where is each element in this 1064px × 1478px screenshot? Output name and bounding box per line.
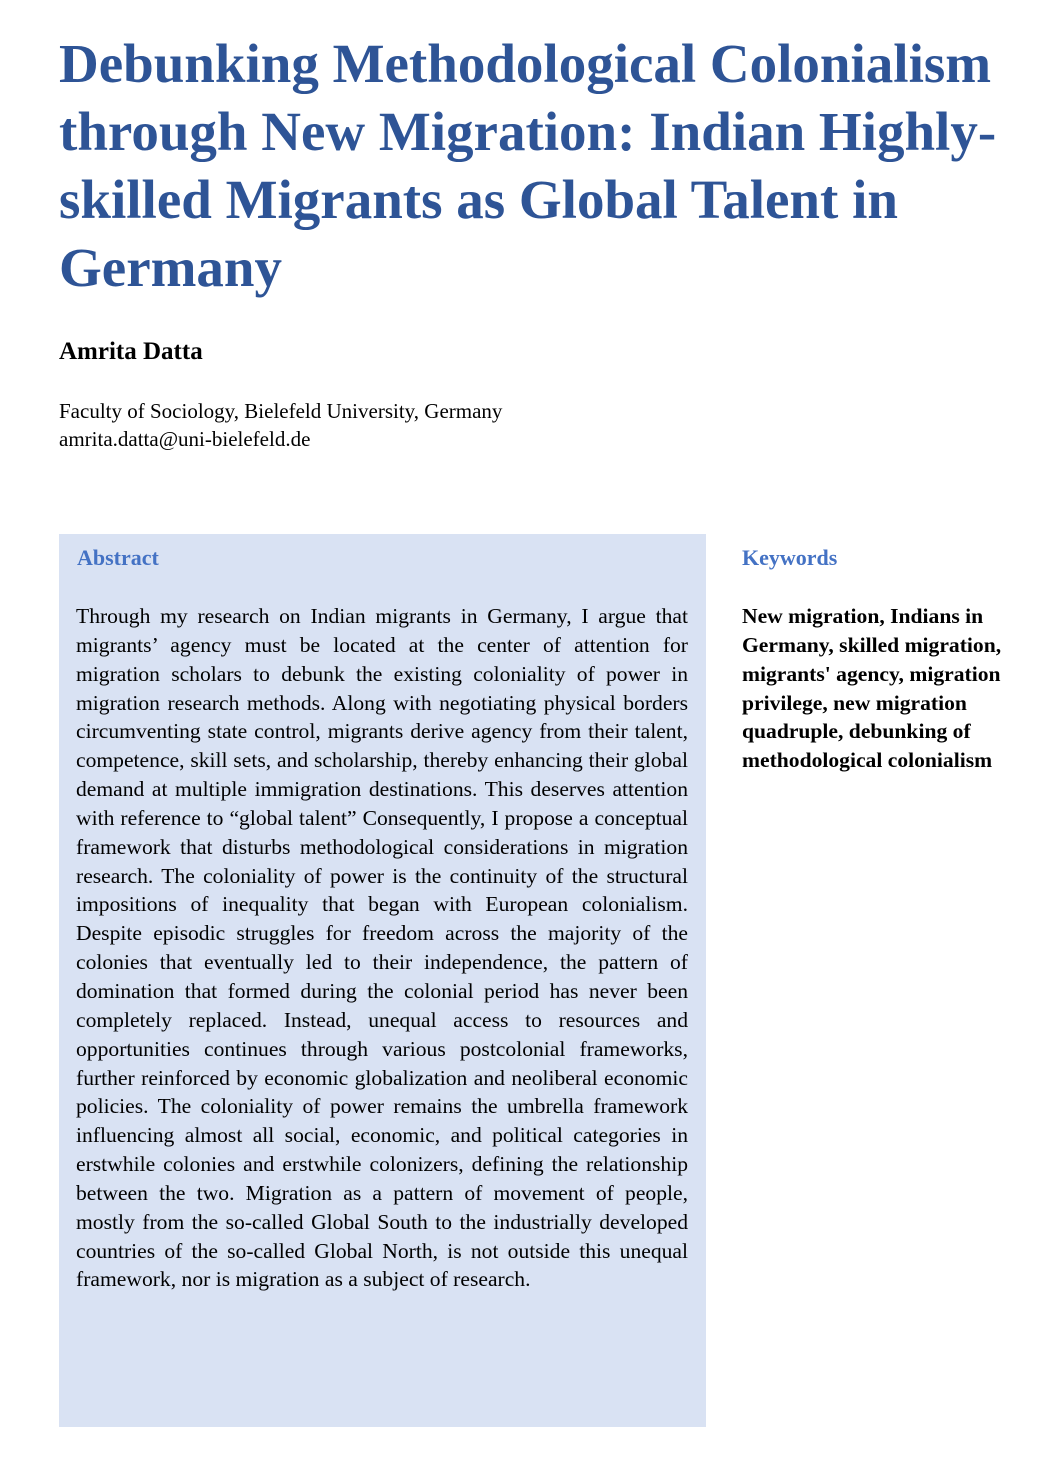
author-email: amrita.datta@uni-bielefeld.de	[59, 427, 311, 451]
author-name: Amrita Datta	[59, 338, 203, 365]
keywords-heading: Keywords	[742, 545, 838, 570]
abstract-text: Through my research on Indian migrants in Germany, I argue that migrants’ agency must be located at the center of attention for migration scholars to debunk the existing coloniality of power in migration research methods. Along with negotiating physical borders circumventing state control, migrants derive agency from their talent, competence, skill sets, and scholarship, thereby enhancing their global demand at multiple immigration destinations. This deserves attention with reference to “global talent” Consequently, I propose a conceptual framework that disturbs methodological considerations in migration research. The coloniality of power is the continuity of the structural impositions of inequality that began with European colonialism. Despite episodic struggles for freedom across the majority of the colonies that eventually led to their independence, the pattern of domination that formed during the colonial period has never been completely replaced. Instead, unequal access to resources and opportunities continues through various postcolonial frameworks, further reinforced by economic globalization and neoliberal economic policies. The coloniality of power remains the umbrella framework influencing almost all social, economic, and political categories in erstwhile colonies and erstwhile colonizers, defining the relationship between the two. Migration as a pattern of movement of people, mostly from the so-called Global South to the industrially developed countries of the so-called Global North, is not outside this unequal framework, nor is migration as a subject of research.	[76, 604, 688, 1292]
affiliation: Faculty of Sociology, Bielefeld University, Germany	[59, 399, 503, 423]
paper-title: Debunking Methodological Colonialism through New Migration: Indian Highly-skilled Migrants as Global Talent in Germany	[59, 33, 997, 298]
abstract-heading: Abstract	[77, 545, 159, 570]
abstract-box	[59, 534, 706, 1427]
keywords-text: New migration, Indians in Germany, skilled migration, migrants' agency, migration privilege, new migration quadruple, debunking of methodological colonialism	[742, 604, 1002, 773]
author-affiliation-block	[59, 397, 502, 453]
